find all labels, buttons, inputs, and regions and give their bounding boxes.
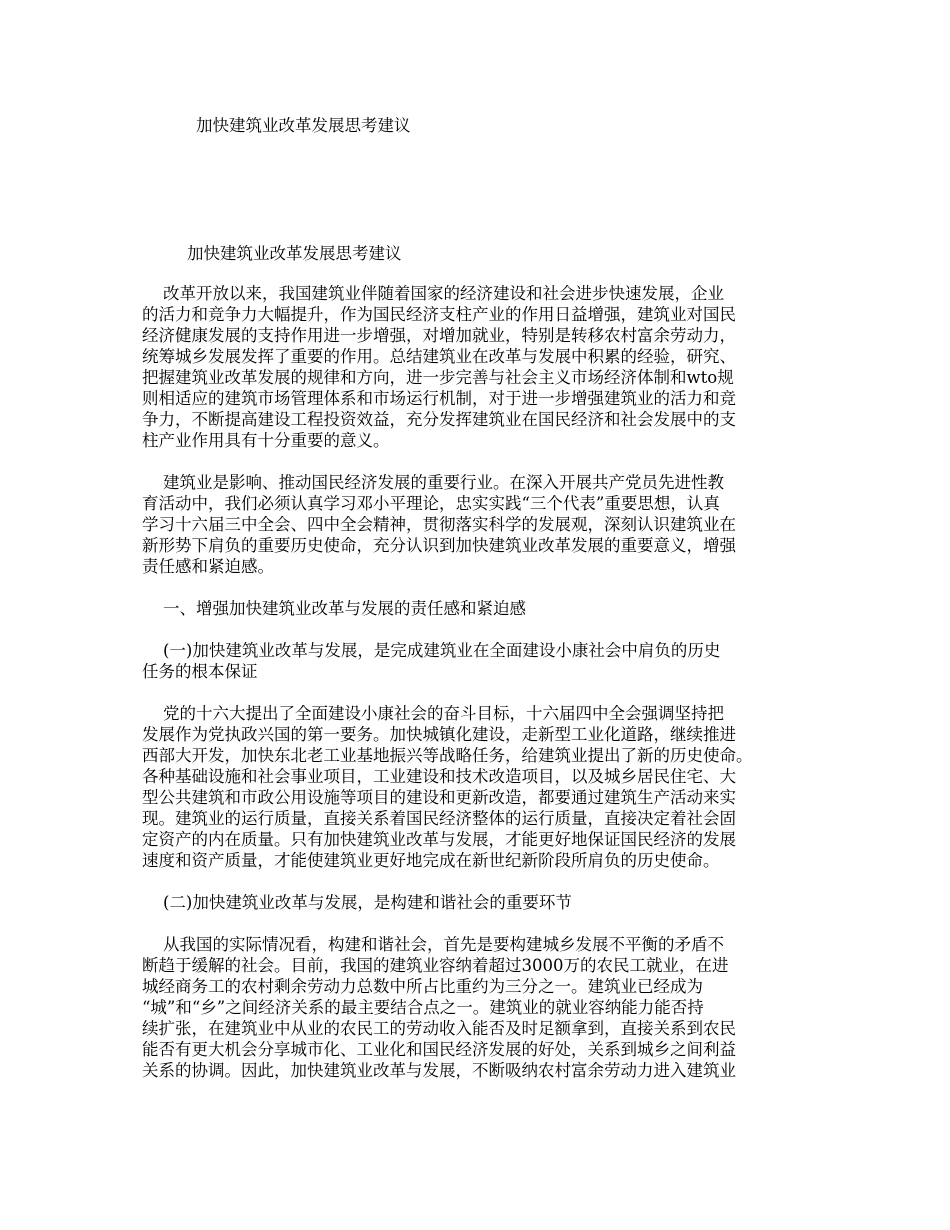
text-line: 改革开放以来，我国建筑业伴随着国家的经济建设和社会进步快速发展，企业 — [142, 284, 724, 303]
paragraph — [142, 934, 822, 1081]
text-line: 关系的协调。因此，加快建筑业改革与发展，不断吸纳农村富余劳动力进入建筑业 — [142, 1061, 736, 1080]
text-line: (二)加快建筑业改革与发展，是构建和谐社会的重要环节 — [142, 893, 572, 912]
text-line: 断趋于缓解的社会。目前，我国的建筑业容纳着超过3000万的农民工就业，在进 — [142, 956, 729, 975]
text-line: 城经商务工的农村剩余劳动力总数中所占比重约为三分之一。建筑业已经成为 — [142, 977, 703, 996]
text-line: 西部大开发，加快东北老工业基地振兴等战略任务，给建筑业提出了新的历史使命。 — [142, 746, 753, 765]
subsection-heading — [142, 640, 822, 682]
text-line: 的活力和竞争力大幅提升，作为国民经济支柱产业的作用日益增强，建筑业对国民 — [142, 305, 736, 324]
paragraph — [142, 472, 822, 577]
text-line: 把握建筑业改革发展的规律和方向，进一步完善与社会主义市场经济体制和wto规 — [142, 368, 734, 387]
text-line: 能否有更大机会分享城市化、工业化和国民经济发展的好处，关系到城乡之间利益 — [142, 1040, 736, 1059]
subsection-heading — [142, 892, 822, 913]
text-line: 统筹城乡发展发挥了重要的作用。总结建筑业在改革与发展中积累的经验，研究、 — [142, 347, 736, 366]
header-title: 加快建筑业改革发展思考建议 — [196, 116, 411, 135]
text-line: 党的十六大提出了全面建设小康社会的奋斗目标，十六届四中全会强调坚持把 — [142, 704, 724, 723]
paragraph — [142, 283, 822, 451]
text-line: 型公共建筑和市政公用设施等项目的建设和更新改造，都要通过建筑生产活动来实 — [142, 788, 736, 807]
section-heading — [142, 598, 822, 619]
text-line: 现。建筑业的运行质量，直接关系着国民经济整体的运行质量，直接决定着社会固 — [142, 809, 736, 828]
text-line: 新形势下肩负的重要历史使命，充分认识到加快建筑业改革发展的重要意义，增强 — [142, 536, 736, 555]
text-line: 任务的根本保证 — [142, 662, 258, 681]
text-line: 经济健康发展的支持作用进一步增强，对增加就业，特别是转移农村富余劳动力， — [142, 326, 736, 345]
text-line: 速度和资产质量，才能使建筑业更好地完成在新世纪新阶段所肩负的历史使命。 — [142, 851, 720, 870]
text-line: 学习十六届三中全会、四中全会精神，贯彻落实科学的发展观，深刻认识建筑业在 — [142, 515, 736, 534]
text-line: 育活动中，我们必须认真学习邓小平理论，忠实实践“三个代表”重要思想，认真 — [142, 494, 720, 513]
document-body — [142, 283, 822, 1102]
text-line: (一)加快建筑业改革与发展，是完成建筑业在全面建设小康社会中肩负的历史 — [142, 641, 721, 660]
document-title: 加快建筑业改革发展思考建议 — [187, 244, 402, 263]
text-line: 一、增强加快建筑业改革与发展的责任感和紧迫感 — [142, 599, 526, 618]
text-line: 争力，不断提高建设工程投资效益，充分发挥建筑业在国民经济和社会发展中的支 — [142, 410, 736, 429]
text-line: 从我国的实际情况看，构建和谐社会，首先是要构建城乡发展不平衡的矛盾不 — [142, 935, 724, 954]
text-line: 定资产的内在质量。只有加快建筑业改革与发展，才能更好地保证国民经济的发展 — [142, 830, 736, 849]
text-line: 则相适应的建筑市场管理体系和市场运行机制，对于进一步增强建筑业的活力和竞 — [142, 389, 736, 408]
text-line: 建筑业是影响、推动国民经济发展的重要行业。在深入开展共产党员先进性教 — [142, 473, 724, 492]
text-line: “城”和“乡”之间经济关系的最主要结合点之一。建筑业的就业容纳能力能否持 — [142, 998, 704, 1017]
text-line: 发展作为党执政兴国的第一要务。加快城镇化建设，走新型工业化道路，继续推进 — [142, 725, 736, 744]
text-line: 续扩张，在建筑业中从业的农民工的劳动收入能否及时足额拿到，直接关系到农民 — [142, 1019, 736, 1038]
text-line: 责任感和紧迫感。 — [142, 557, 274, 576]
text-line: 柱产业作用具有十分重要的意义。 — [142, 431, 390, 450]
paragraph — [142, 703, 822, 871]
text-line: 各种基础设施和社会事业项目，工业建设和技术改造项目，以及城乡居民住宅、大 — [142, 767, 736, 786]
